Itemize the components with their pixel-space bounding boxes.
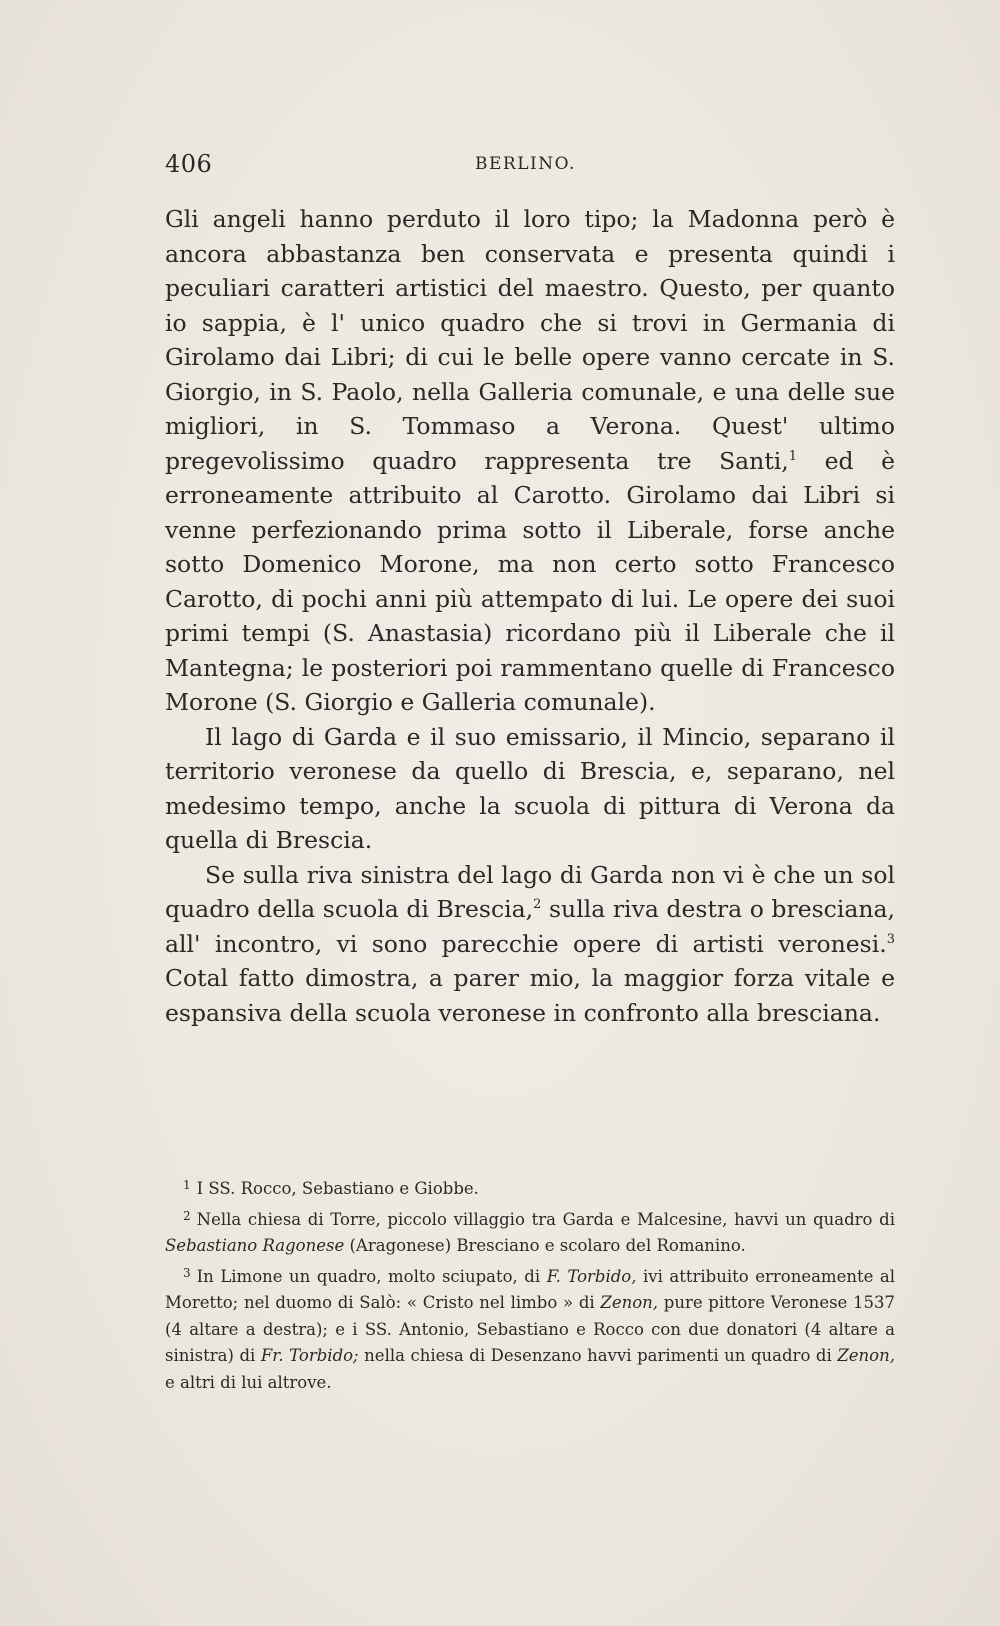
paragraph-3-text-a: Se sulla riva sinistra del lago di Garda non vi è che un sol quadro della scuola di Brescia, xyxy=(165,860,895,923)
footnote-ref-3: 3 xyxy=(886,931,895,947)
footnote-1-text: I SS. Rocco, Sebastiano e Giobbe. xyxy=(196,1179,479,1198)
body-text xyxy=(165,202,895,1030)
paragraph-3-text-c: Cotal fatto dimostra, a parer mio, la maggior forza vitale e espansiva della scuola veronese in confronto alla bresciana. xyxy=(165,964,895,1027)
page-header xyxy=(165,150,895,182)
footnote-2-mark: 2 xyxy=(183,1208,191,1223)
footnote-2-text-b: (Aragonese) Bresciano e scolaro del Romanino. xyxy=(344,1236,746,1255)
footnote-3 xyxy=(165,1260,895,1397)
footnote-ref-2: 2 xyxy=(533,897,542,912)
footnote-3-text-b: ivi attribuito erroneamente al Moretto; nel duomo di Salò: « Cristo nel limbo » di xyxy=(165,1266,895,1312)
paragraph-2: Il lago di Garda e il suo emissario, il Mincio, separano il territorio veronese da quello di Brescia, e, separano, nel medesimo tempo, anche la scuola di pittura di Verona da quella di Brescia. xyxy=(165,722,895,854)
paragraph-1 xyxy=(165,202,895,720)
paragraph-1-text-a: Gli angeli hanno perduto il loro tipo; la Madonna però è ancora abbastanza ben conservata e presenta quindi i peculiari caratteri artistici del maestro. Questo, per quanto io sappia, è l' unico quadro che si trovi in Germania di Girolamo dai Libri; di cui le belle opere vanno cercate in S. Giorgio, in S. Paolo, nella Galleria comunale, e una delle sue migliori, in S. Tommaso a Verona. Quest' ultimo pregevolissimo quadro rappresenta tre Santi, xyxy=(165,205,895,475)
footnote-3-text-a: In Limone un quadro, molto sciupato, di xyxy=(196,1266,547,1286)
footnote-1-mark: 1 xyxy=(183,1178,191,1192)
footnote-1 xyxy=(165,1172,895,1203)
footnote-3-mark: 3 xyxy=(183,1265,191,1280)
footnotes xyxy=(165,1172,895,1396)
page-number: 406 xyxy=(165,150,213,178)
footnote-3-text-e: e altri di lui altrove. xyxy=(165,1372,332,1392)
paragraph-3-text-b: sulla riva destra o bresciana, all' incontro, vi sono parecchie opere di artisti veronesi. xyxy=(165,895,895,958)
footnote-3-artist-d: Zenon, xyxy=(837,1346,895,1365)
footnote-3-text-d: nella chiesa di Desenzano havvi parimenti un quadro di xyxy=(358,1346,838,1365)
footnote-3-text-c: pure pittore Veronese 1537 (4 altare a destra); e i SS. Antonio, Sebastiano e Rocco con due donatori (4 altare a sinistra) di xyxy=(165,1293,896,1365)
footnote-3-artist-c: Fr. Torbido; xyxy=(260,1346,359,1365)
footnote-ref-1: 1 xyxy=(788,448,798,464)
footnote-3-artist-a: F. Torbido, xyxy=(546,1266,637,1286)
footnote-3-artist-b: Zenon, xyxy=(600,1293,659,1312)
running-head: BERLINO. xyxy=(475,154,576,174)
paragraph-1-text-b: ed è erroneamente attribuito al Carotto. Girolamo dai Libri si venne perfezionando prima sotto il Liberale, forse anche sotto Domenico Morone, ma non certo sotto Francesco Carotto, di pochi anni più attempato di lui. Le opere dei suoi primi tempi (S. Anastasia) ricordano più il Liberale che il Mantegna; le posteriori poi rammentano quelle di Francesco Morone (S. Giorgio e Galleria comunale). xyxy=(165,446,895,716)
footnote-2 xyxy=(165,1203,895,1260)
footnote-2-artist: Sebastiano Ragonese xyxy=(165,1236,345,1255)
paragraph-3 xyxy=(165,858,895,1031)
footnote-2-text-a: Nella chiesa di Torre, piccolo villaggio tra Garda e Malcesine, havvi un quadro di xyxy=(196,1209,895,1229)
